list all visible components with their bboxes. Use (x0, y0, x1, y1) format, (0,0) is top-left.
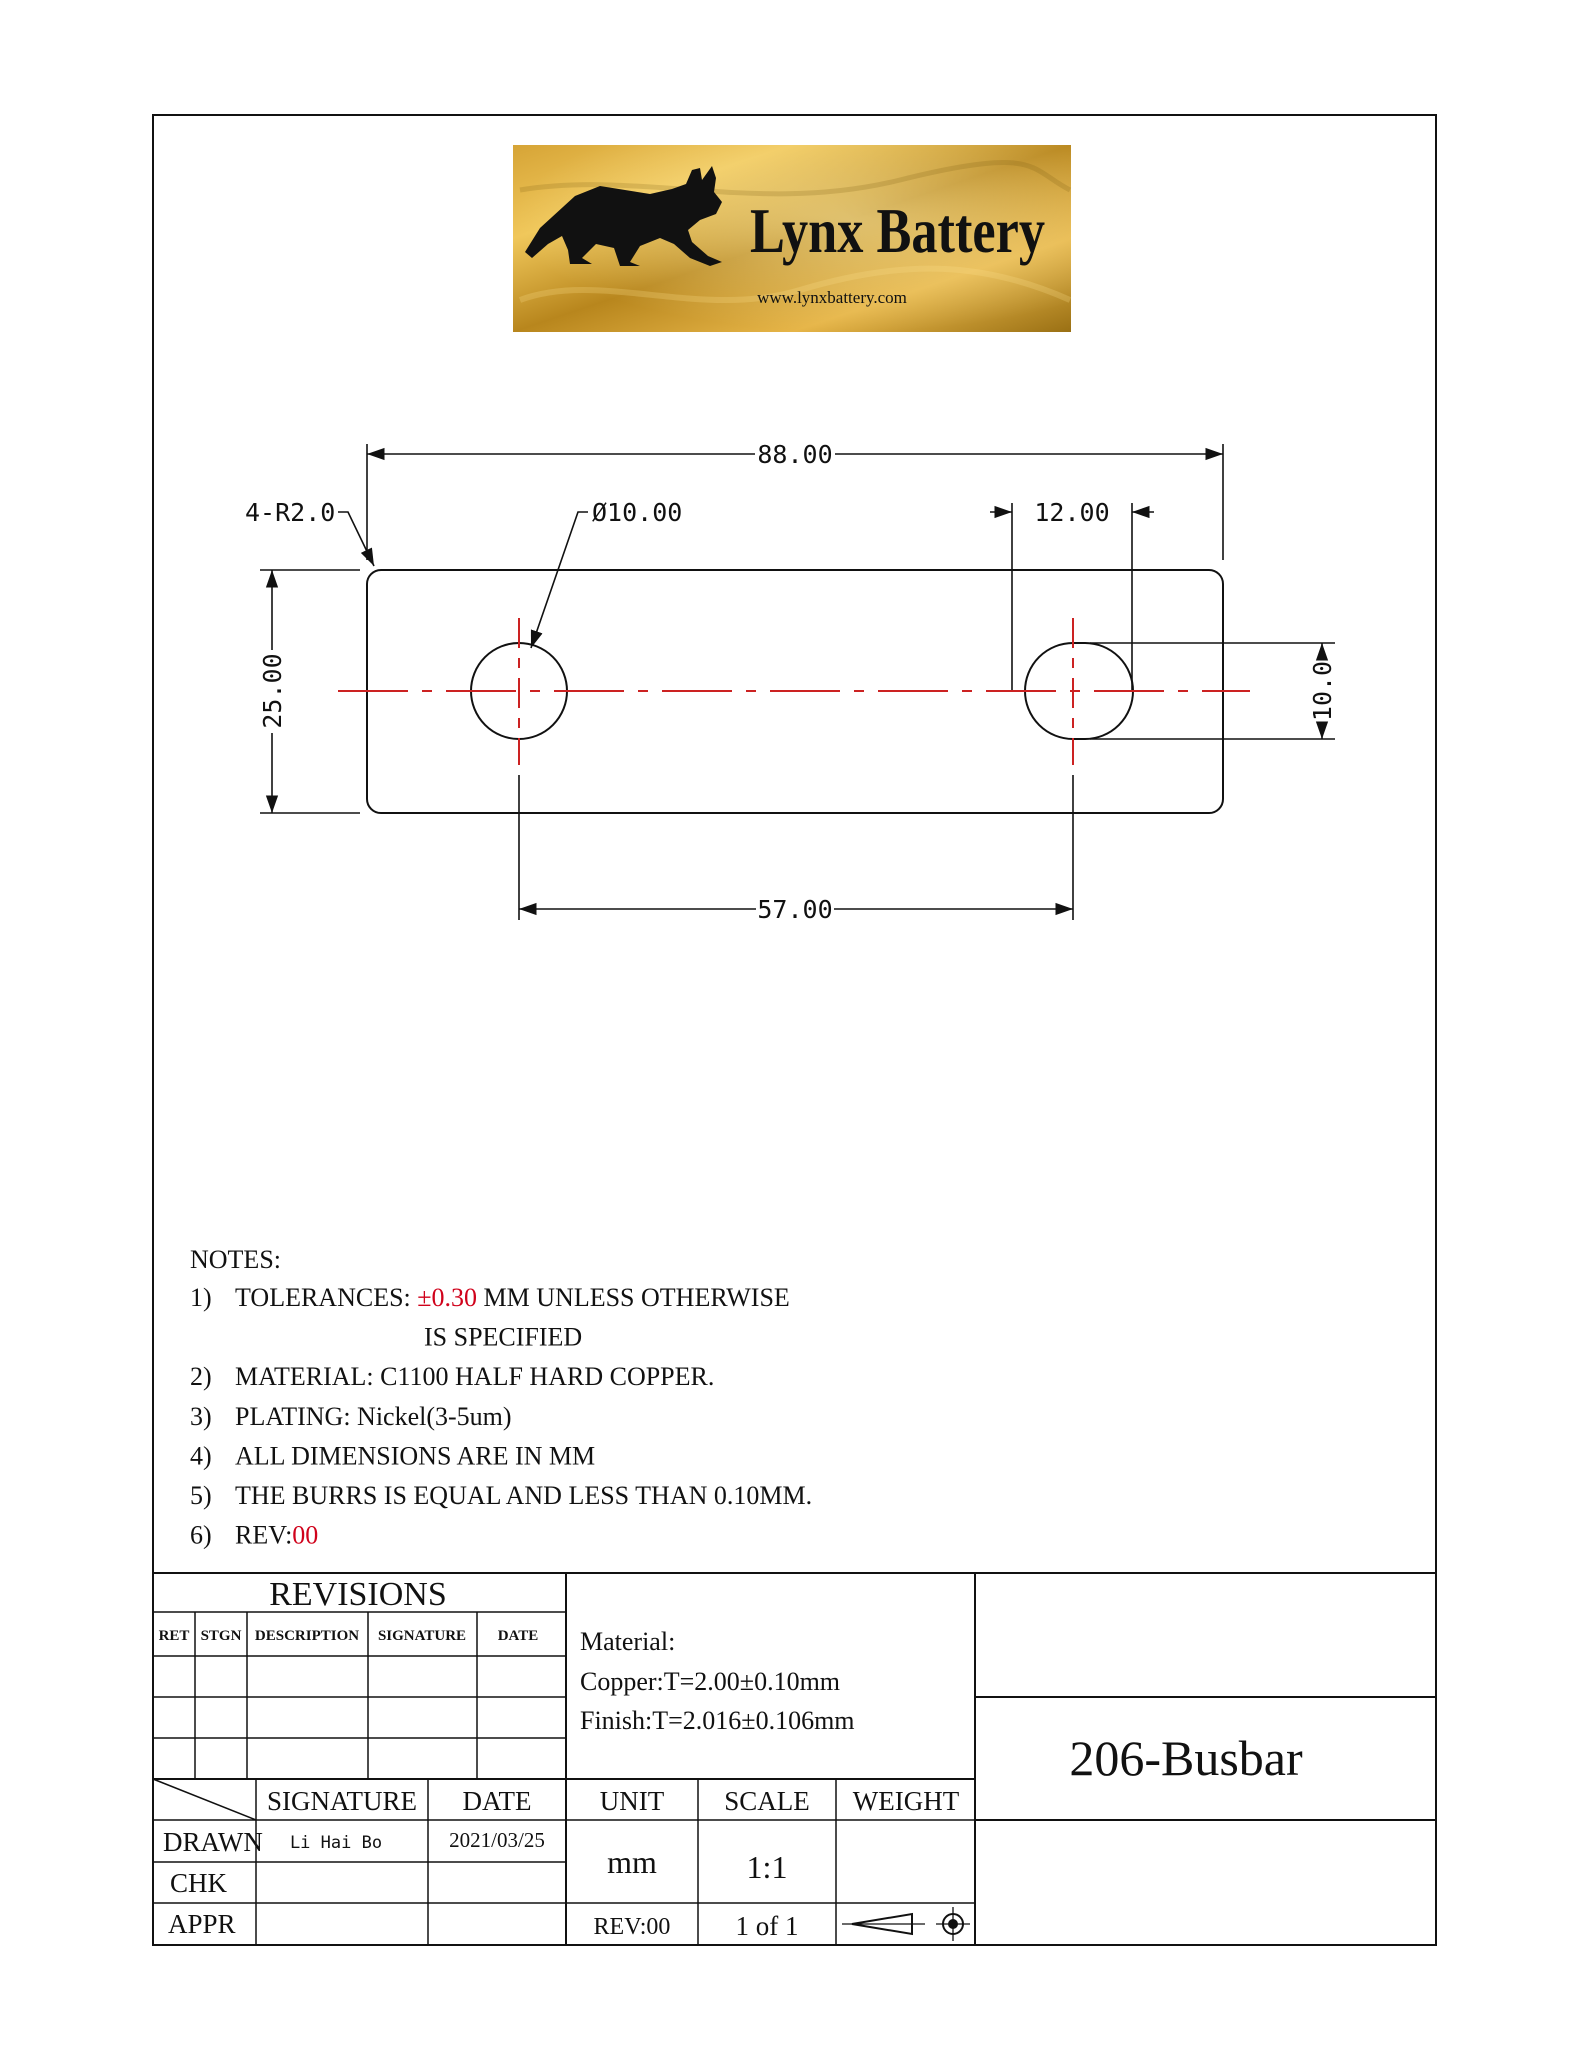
notes-list (190, 1283, 812, 1550)
signature-block (163, 1786, 960, 1941)
note-number: 1) (190, 1283, 212, 1312)
lynx-battery-logo (513, 145, 1071, 332)
note-highlight: ±0.30 (417, 1283, 478, 1312)
center-lines (338, 618, 1250, 765)
note-number: 5) (190, 1481, 212, 1510)
notes-section (190, 1245, 812, 1550)
note-text: REV: (235, 1520, 293, 1550)
signature-header: SIGNATURE (266, 1786, 418, 1816)
date-header: DATE (462, 1786, 532, 1816)
note-number: 4) (190, 1441, 212, 1471)
dim-hole-spacing-text: 57.00 (757, 895, 833, 924)
note-text: THE BURRS IS EQUAL AND LESS THAN 0.10MM. (235, 1481, 813, 1510)
scale-value: 1:1 (746, 1849, 788, 1885)
note-item (235, 1481, 812, 1510)
logo-url-text: www.lynxbattery.com (757, 288, 907, 307)
rev-col-signature: SIGNATURE (377, 1628, 467, 1644)
rev-col-stgn: STGN (200, 1628, 242, 1644)
dim-overall-length-text: 88.00 (757, 440, 833, 469)
dim-corner-radius (338, 512, 374, 566)
chk-label: CHK (170, 1868, 228, 1898)
weight-header: WEIGHT (852, 1786, 960, 1816)
scale-header: SCALE (724, 1786, 810, 1816)
drawn-by: Li Hai Bo (289, 1833, 383, 1853)
dim-slot-width-text: 10.0 (1308, 660, 1337, 722)
unit-value: mm (607, 1844, 657, 1880)
busbar-part-view (245, 440, 1337, 924)
note-item (235, 1402, 512, 1431)
revisions-title: REVISIONS (269, 1576, 447, 1613)
dim-hole-diameter (531, 512, 588, 648)
logo-brand-text: Lynx Battery (750, 195, 1045, 266)
drawn-date: 2021/03/25 (449, 1828, 545, 1852)
note-text: IS SPECIFIED (424, 1322, 583, 1352)
note-item (235, 1362, 714, 1391)
notes-title: NOTES: (190, 1245, 281, 1274)
material-label: Material: (580, 1627, 676, 1656)
dim-slot-length-text: 12.00 (1034, 498, 1110, 527)
material-copper: Copper:T=2.00±0.10mm (580, 1667, 841, 1696)
part-name: 206-Busbar (1069, 1730, 1303, 1786)
sheet-value: 1 of 1 (735, 1911, 799, 1941)
material-finish: Finish:T=2.016±0.106mm (580, 1706, 855, 1735)
note-text: ALL DIMENSIONS ARE IN MM (235, 1441, 596, 1471)
rev-col-date: DATE (497, 1628, 539, 1644)
material-block (580, 1627, 855, 1735)
note-text: TOLERANCES: (235, 1283, 418, 1312)
note-item (235, 1441, 595, 1470)
note-item (235, 1521, 318, 1550)
dim-hole-diameter-text: Ø10.00 (592, 498, 683, 527)
note-item (424, 1323, 582, 1352)
revisions-columns (159, 1628, 539, 1644)
rev-col-ret: RET (158, 1628, 190, 1644)
note-number: 6) (190, 1520, 212, 1550)
rev-value: REV:00 (593, 1914, 671, 1940)
note-number: 2) (190, 1362, 212, 1392)
drawn-label: DRAWN (163, 1827, 263, 1857)
third-angle-projection-icon (842, 1907, 970, 1941)
note-text: PLATING: Nickel(3-5um) (235, 1401, 512, 1431)
appr-label: APPR (168, 1909, 236, 1939)
note-number: 3) (190, 1401, 212, 1431)
rev-col-description: DESCRIPTION (254, 1628, 360, 1644)
dim-width-text: 25.00 (258, 653, 287, 729)
note-highlight: 00 (292, 1520, 319, 1550)
note-text: MM UNLESS OTHERWISE (477, 1283, 790, 1312)
dim-corner-radius-text: 4-R2.0 (245, 498, 336, 527)
note-item (235, 1283, 790, 1312)
note-text: MATERIAL: C1100 HALF HARD COPPER. (235, 1362, 715, 1392)
unit-header: UNIT (599, 1786, 665, 1816)
